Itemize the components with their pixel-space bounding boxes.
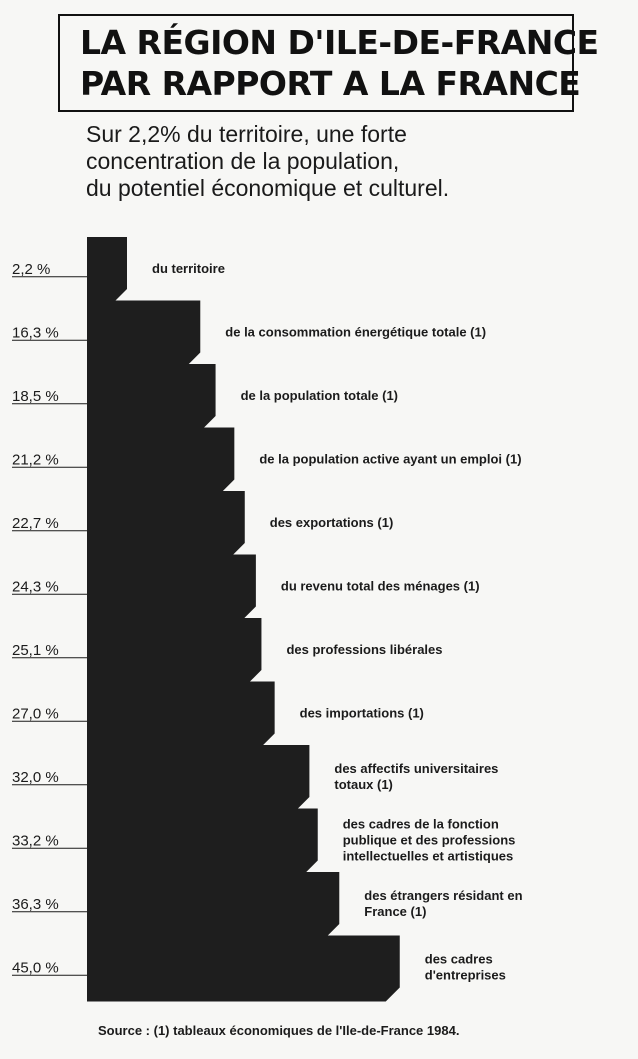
title-line-2: PAR RAPPORT A LA FRANCE <box>80 64 581 103</box>
title-box <box>58 14 599 112</box>
category-label: des cadres d'entreprises <box>424 951 506 983</box>
category-label: de la consommation énergétique totale (1) <box>225 324 487 340</box>
category-label: de la population active ayant un emploi (1) <box>259 451 522 467</box>
value-label: 27,0 % <box>12 705 59 723</box>
subtitle-line-1: Sur 2,2% du territoire, une forte <box>86 121 407 147</box>
value-label: 22,7 % <box>12 514 59 532</box>
value-label: 2,2 % <box>12 260 51 278</box>
category-label: du revenu total des ménages (1) <box>280 578 480 594</box>
bar <box>87 237 127 303</box>
value-label: 45,0 % <box>12 959 59 977</box>
bar <box>87 301 200 367</box>
bar <box>87 936 400 1002</box>
bar <box>87 364 216 430</box>
category-label: des professions libérales <box>286 641 443 657</box>
value-label: 21,2 % <box>12 451 59 469</box>
value-label: 24,3 % <box>12 578 59 596</box>
category-label: des exportations (1) <box>269 514 394 530</box>
bar <box>87 745 309 811</box>
bar <box>87 872 339 938</box>
category-label: des cadres de la fonction publique et des professions intellectuelles et artistiques <box>342 816 516 864</box>
subtitle-line-3: du potentiel économique et culturel. <box>86 175 450 201</box>
category-label: du territoire <box>152 260 225 276</box>
value-label: 32,0 % <box>12 768 59 786</box>
category-label: de la population totale (1) <box>240 387 399 403</box>
category-label: des affectifs universitaires totaux (1) <box>334 760 499 792</box>
bar <box>87 809 318 875</box>
bar-chart <box>0 225 638 1015</box>
bar <box>87 491 245 557</box>
subtitle-line-2: concentration de la population, <box>86 148 400 174</box>
subtitle <box>86 121 449 202</box>
category-label: des étrangers résidant en France (1) <box>364 887 523 919</box>
bar <box>87 428 234 494</box>
source-note: Source : (1) tableaux économiques de l'Ile-de-France 1984. <box>98 1023 460 1038</box>
title-line-1: LA RÉGION D'ILE-DE-FRANCE <box>80 23 599 62</box>
value-label: 25,1 % <box>12 641 59 659</box>
bar <box>87 618 261 684</box>
bar <box>87 555 256 621</box>
value-label: 18,5 % <box>12 387 59 405</box>
bar <box>87 682 275 748</box>
value-label: 16,3 % <box>12 324 59 342</box>
category-label: des importations (1) <box>299 705 424 721</box>
value-label: 36,3 % <box>12 895 59 913</box>
value-label: 33,2 % <box>12 832 59 850</box>
